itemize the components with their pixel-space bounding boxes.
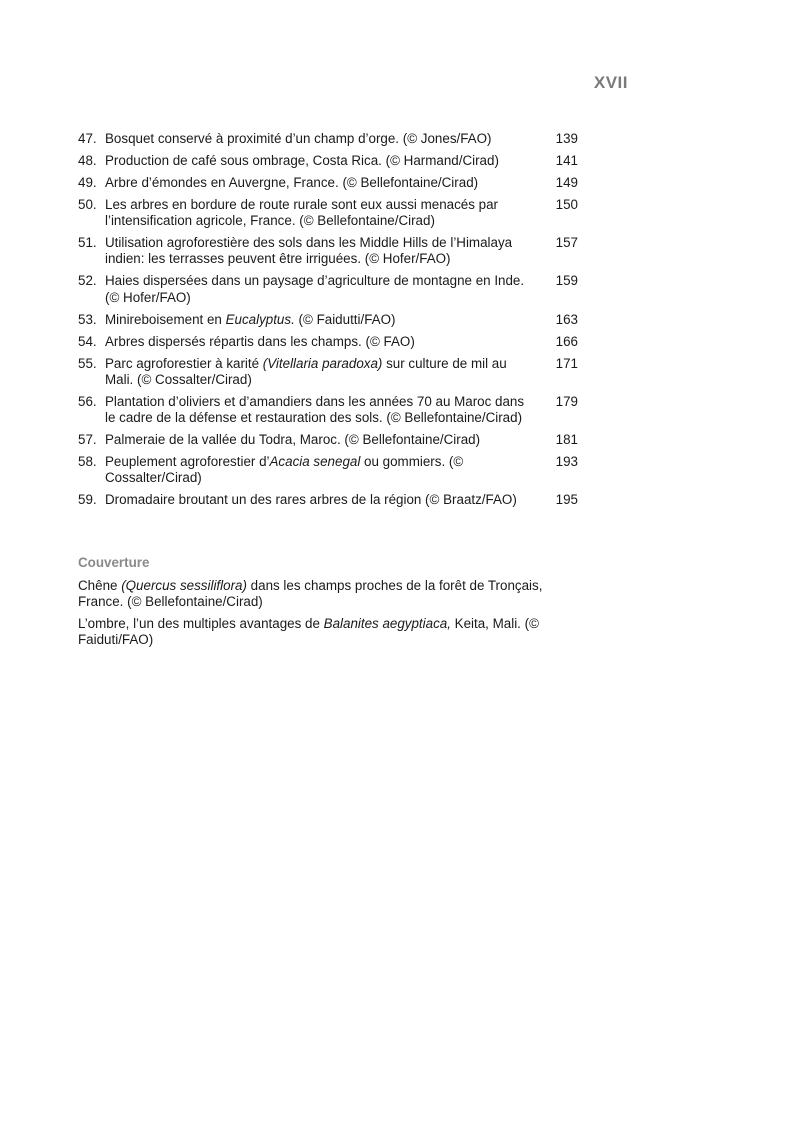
list-item xyxy=(78,394,578,426)
entry-description: Production de café sous ombrage, Costa Rica. (© Harmand/Cirad) xyxy=(105,153,499,168)
list-item xyxy=(78,334,578,350)
entry-number: 48. xyxy=(78,153,97,168)
cover-caption: Chêne (Quercus sessiliflora) dans les champs proches de la forêt de Tronçais, France. (© Bellefontaine/Cirad) xyxy=(78,578,543,610)
entry-page: 166 xyxy=(555,333,578,349)
list-item xyxy=(78,197,578,229)
entry-number: 47. xyxy=(78,131,97,146)
entry-description: Minireboisement en Eucalyptus. (© Faidutti/FAO) xyxy=(105,311,396,327)
entry-description: Arbre d’émondes en Auvergne, France. (© Bellefontaine/Cirad) xyxy=(105,175,479,190)
entry-description: Peuplement agroforestier d’Acacia senegal ou gommiers. (© Cossalter/Cirad) xyxy=(105,454,464,486)
list-item xyxy=(78,273,578,305)
entry-page: 181 xyxy=(555,432,578,448)
entry-number: 49. xyxy=(78,175,97,190)
list-item xyxy=(78,131,578,147)
entry-description: Parc agroforestier à karité (Vitellaria paradoxa) sur culture de mil au Mali. (© Cossalter/Cirad) xyxy=(105,355,507,387)
list-item xyxy=(78,492,578,508)
cover-captions xyxy=(78,578,558,654)
list-item xyxy=(78,235,578,267)
entry-page: 159 xyxy=(555,273,578,289)
list-item xyxy=(78,312,578,328)
entry-description: Dromadaire broutant un des rares arbres de la région (© Braatz/FAO) xyxy=(105,492,517,508)
entry-page: 139 xyxy=(555,131,578,146)
entry-number: 58. xyxy=(78,454,97,470)
entry-page: 193 xyxy=(555,454,578,470)
entry-number: 50. xyxy=(78,197,97,212)
list-item xyxy=(78,175,578,191)
figure-list xyxy=(78,131,578,514)
list-item xyxy=(78,454,578,486)
entry-description: Arbres dispersés répartis dans les champs. (© FAO) xyxy=(105,333,415,349)
list-item xyxy=(78,153,578,169)
entry-number: 59. xyxy=(78,492,97,508)
entry-description: Haies dispersées dans un paysage d’agriculture de montagne en Inde. (© Hofer/FAO) xyxy=(105,273,525,305)
entry-number: 53. xyxy=(78,311,97,327)
entry-page: 171 xyxy=(555,355,578,371)
entry-page: 195 xyxy=(555,492,578,508)
entry-page: 179 xyxy=(555,393,578,409)
entry-page: 149 xyxy=(555,175,578,190)
entry-page: 141 xyxy=(555,153,578,168)
entry-description: Les arbres en bordure de route rurale sont eux aussi menacés par l’intensification agricole, France. (© Bellefontaine/Cirad) xyxy=(105,197,499,229)
cover-caption: L’ombre, l’un des multiples avantages de Balanites aegyptiaca, Keita, Mali. (© Faiduti/FAO) xyxy=(78,616,539,648)
entry-number: 54. xyxy=(78,333,97,349)
entry-page: 163 xyxy=(555,311,578,327)
entry-number: 51. xyxy=(78,235,97,251)
page-number: XVII xyxy=(593,73,628,92)
cover-heading: Couverture xyxy=(78,555,150,570)
entry-page: 150 xyxy=(555,197,578,212)
entry-page: 157 xyxy=(555,235,578,251)
entry-number: 55. xyxy=(78,355,97,371)
list-item xyxy=(78,432,578,448)
list-item xyxy=(78,356,578,388)
entry-number: 52. xyxy=(78,273,97,289)
entry-description: Palmeraie de la vallée du Todra, Maroc. (© Bellefontaine/Cirad) xyxy=(105,432,481,448)
entry-description: Bosquet conservé à proximité d’un champ d’orge. (© Jones/FAO) xyxy=(105,131,492,146)
entry-description: Plantation d’oliviers et d’amandiers dans les années 70 au Maroc dans le cadre de la défense et restauration des sols. (© Bellefontaine/Cirad) xyxy=(105,393,525,426)
entry-description: Utilisation agroforestière des sols dans les Middle Hills de l’Himalaya indien: les terrasses peuvent être irriguées. (© Hofer/FAO) xyxy=(105,235,513,267)
entry-number: 57. xyxy=(78,432,97,448)
entry-number: 56. xyxy=(78,393,97,409)
